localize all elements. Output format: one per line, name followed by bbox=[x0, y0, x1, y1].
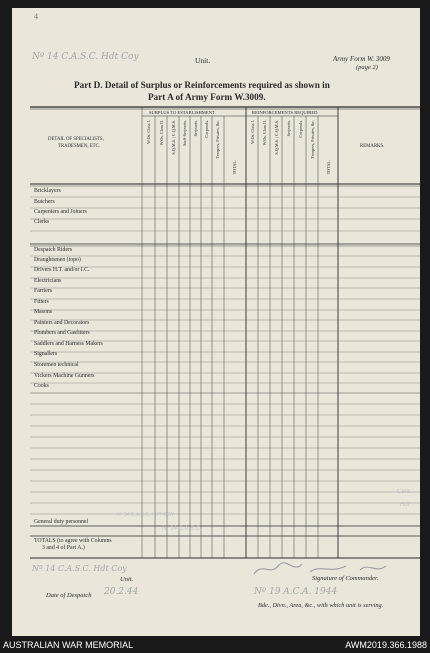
row-label-storemen: Storemen technical bbox=[34, 362, 79, 368]
form-title-line2: Part A of Army Form W.3009. bbox=[148, 92, 266, 102]
col-surplus-sqms: S.Q.M.S. | C.Q.M.S. bbox=[171, 120, 176, 155]
unit-handwritten: Nº 14 C.A.S.C. Hdt Coy bbox=[32, 52, 139, 62]
col-surplus-troopers: Troopers, Privates, &c. bbox=[215, 120, 220, 159]
col-reinf-troopers: Troopers, Privates, &c. bbox=[310, 120, 315, 159]
date-value: 20.2.44 bbox=[104, 587, 139, 597]
col-reinf-cpls: Corporals. bbox=[298, 120, 303, 138]
row-label-drivers: Drivers H.T. and/or I.C. bbox=[34, 267, 90, 273]
col-surplus-cpls: Corporals. bbox=[204, 120, 209, 138]
row-label-fitters: Fitters bbox=[34, 299, 49, 305]
row-label-cooks: Cooks bbox=[34, 383, 49, 389]
stamp-unit-a: Nº 14 C.A.S.C. HDT COY bbox=[117, 512, 175, 518]
stamp-unit-b: Nº 14 C.A.S.C. bbox=[162, 526, 202, 532]
footer-unit-handwritten: Nº 14 C.A.S.C. Hdt Coy bbox=[32, 564, 127, 573]
row-label-despatch-riders: Despatch Riders bbox=[34, 247, 73, 253]
row-label-plumbers: Plumbers and Gasfitters bbox=[34, 330, 90, 336]
stamp-unit-c: Cent bbox=[397, 489, 410, 495]
detail-header-line2: TRADESMEN, ETC. bbox=[58, 144, 100, 149]
row-label-painters: Painters and Decorators bbox=[34, 320, 90, 326]
remarks-header: REMARKS. bbox=[360, 144, 385, 149]
row-label-vickers: Vickers Machine Gunners bbox=[34, 373, 95, 379]
row-label-electricians: Electricians bbox=[34, 278, 62, 284]
totals-label-line2: 3 and 4 of Part A.) bbox=[42, 545, 85, 551]
row-label-general-duty: General duty personnel bbox=[34, 519, 89, 525]
row-label-draughtsmen: Draughtsmen (topo) bbox=[34, 257, 81, 263]
page-reference: (page 2) bbox=[356, 64, 378, 71]
row-label-farriers: Farriers bbox=[34, 288, 53, 294]
col-reinf-wo1: W.Os. Class I. bbox=[250, 120, 255, 144]
form-reference: Army Form W. 3009 bbox=[333, 55, 390, 63]
formation-label: Bde., Divn., Area, &c., with which unit is serving. bbox=[258, 602, 384, 609]
row-label-bricklayers: Bricklayers bbox=[34, 188, 61, 194]
row-label-masons: Masons bbox=[34, 309, 53, 315]
row-label-signallers: Signallers bbox=[34, 351, 58, 357]
col-surplus-sjts: Serjeants. bbox=[193, 120, 198, 137]
formation-value: Nº 19 A.C.A. 1944 bbox=[254, 587, 338, 597]
reinforcements-header: REINFORCEMENTS REQUIRED. bbox=[252, 110, 319, 115]
archive-footer bbox=[0, 638, 430, 653]
row-label-clerks: Clerks bbox=[34, 219, 50, 225]
signature-label: Signature of Commander. bbox=[312, 575, 379, 582]
form-sheet bbox=[12, 8, 420, 636]
detail-header-line1: DETAIL OF SPECIALISTS, bbox=[48, 137, 104, 142]
col-surplus-wo2: W.Os. Class II. bbox=[159, 120, 164, 146]
archive-institution: AUSTRALIAN WAR MEMORIAL bbox=[3, 640, 134, 650]
col-reinf-wo2: W.Os. Class II. bbox=[262, 120, 267, 146]
stamp-unit-d: Hdt bbox=[400, 502, 410, 508]
col-surplus-staff-sjts: Staff-Serjeants. bbox=[182, 120, 187, 146]
col-reinf-total: TOTAL. bbox=[326, 160, 331, 175]
archive-accession: AWM2019.366.1988 bbox=[345, 640, 427, 650]
form-title-line1: Part D. Detail of Surplus or Reinforcements required as shown in bbox=[74, 80, 330, 90]
col-surplus-total: TOTAL. bbox=[232, 160, 237, 175]
row-label-saddlers: Saddlers and Harness Makers bbox=[34, 341, 103, 347]
totals-label-line1: TOTALS (to agree with Columns bbox=[34, 538, 112, 544]
corner-mark: 4 bbox=[34, 12, 38, 21]
surplus-header: SURPLUS TO ESTABLISHMENT. bbox=[149, 110, 216, 115]
col-reinf-sjts: Serjeants. bbox=[286, 120, 291, 137]
row-label-butchers: Butchers bbox=[34, 199, 55, 205]
unit-label: Unit. bbox=[195, 56, 211, 65]
row-label-carpenters: Carpenters and Joiners bbox=[34, 209, 87, 215]
footer-unit-label: Unit. bbox=[120, 576, 134, 583]
date-label: Date of Despatch bbox=[46, 592, 92, 599]
col-reinf-sqms: S.Q.M.S. | C.Q.M.S. bbox=[274, 120, 279, 155]
col-surplus-wo1: W.Os. Class I. bbox=[146, 120, 151, 144]
